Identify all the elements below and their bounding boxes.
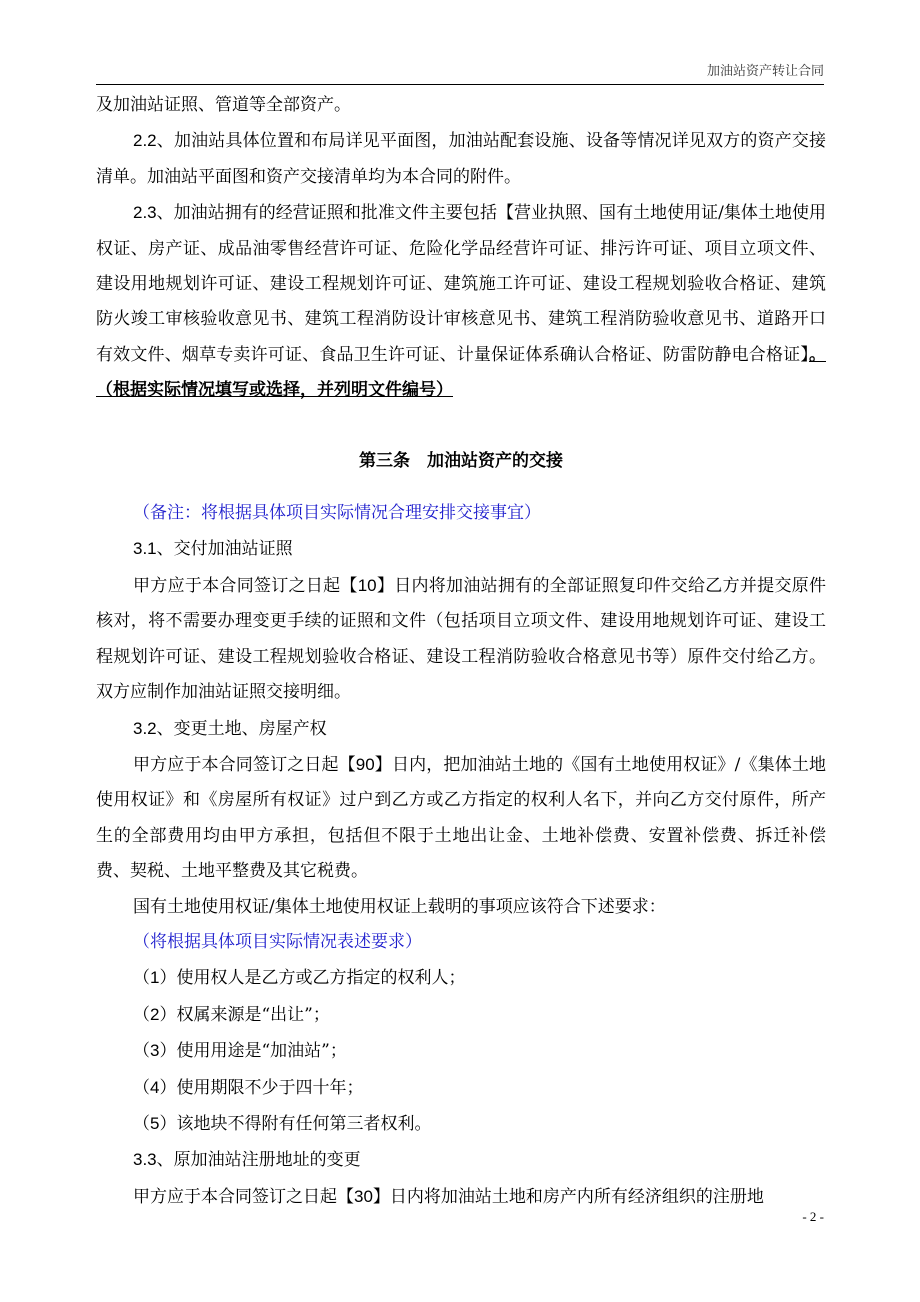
clause-2-2 (96, 123, 826, 195)
item-number: 2 (150, 1004, 160, 1024)
body-text: 】日内将加油站土地和房产内所有经济组织的注册地 (372, 1186, 764, 1207)
days-value: 90 (355, 754, 375, 774)
item-text: 权属来源是“出让”； (176, 1004, 330, 1025)
clause-number: 2.2 (133, 131, 157, 151)
clause-3-1-body (96, 568, 826, 711)
header-title: 加油站资产转让合同 (706, 64, 824, 79)
item-text: 该地块不得附有任何第三者权利。 (176, 1113, 432, 1134)
requirements-intro: 国有土地使用权证/集体土地使用权证上载明的事项应该符合下述要求： (133, 896, 666, 917)
page-number: - 2 - (802, 1209, 824, 1224)
item-number: 4 (150, 1077, 160, 1097)
list-item: （4）使用期限不少于四十年； (133, 1077, 364, 1098)
item-text: 使用期限不少于四十年； (176, 1077, 364, 1098)
clause-3-2-body (96, 747, 826, 890)
document-body (96, 88, 826, 1215)
item-text: 使用用途是“加油站”； (176, 1041, 347, 1062)
item-number: 5 (150, 1113, 160, 1133)
days-value: 30 (354, 1186, 373, 1206)
clause-text: 、原加油站注册地址的变更 (156, 1150, 361, 1171)
body-text: 】日内，把加油站土地的《国有土地使用权证》/《集体土地使用权证》和《房屋所有权证》过户到乙方或乙方指定的权利人名下，并向乙方交付原件，所产生的全部费用均由甲方承担，包括但不限于土地出让金、土地补偿费、安置补偿费、拆迁补偿费、契税、土地平整费及其它税费。 (96, 754, 827, 882)
list-item: （3）使用用途是“加油站”； (133, 1041, 347, 1062)
item-number: 3 (150, 1041, 160, 1061)
remark-note: （将根据具体项目实际情况表述要求） (133, 931, 422, 952)
clause-number: 3.1 (133, 539, 157, 559)
clause-text: 、变更土地、房屋产权 (156, 718, 327, 739)
clause-number: 3.2 (133, 718, 157, 738)
clause-3-3-title (96, 1142, 826, 1178)
clause-note: 。（根据实际情况填写或选择，并列明文件编号） (96, 344, 826, 401)
page-header (96, 62, 824, 85)
clause-3-2-title (96, 711, 826, 747)
body-text: 甲方应于本合同签订之日起【 (133, 754, 356, 775)
clause-number: 2.3 (133, 203, 157, 223)
days-value: 10 (357, 575, 377, 595)
clause-text: 、交付加油站证照 (156, 539, 293, 560)
item-number: 1 (150, 968, 160, 988)
clause-3-1-title (96, 531, 826, 567)
clause-text: 、加油站拥有的经营证照和批准文件主要包括【营业执照、国有土地使用证/集体土地使用权证、房产证、成品油零售经营许可证、危险化学品经营许可证、排污许可证、项目立项文件、建设用地规划许可证、建设工程规划许可证、建筑施工许可证、建设工程规划验收合格证、建筑防火竣工审核验收意见书、建筑工程消防设计审核意见书、建筑工程消防验收意见书、道路开口有效文件、烟草专卖许可证、食品卫生许可证、计量保证体系确认合格证、防雷防静电合格证】 (96, 203, 826, 365)
paragraph-continuation: 及加油站证照、管道等全部资产。 (96, 95, 351, 115)
remark-note: （备注：将根据具体项目实际情况合理安排交接事宜） (133, 503, 541, 524)
clause-number: 3.3 (133, 1150, 157, 1170)
clause-text: 、加油站具体位置和布局详见平面图，加油站配套设施、设备等情况详见双方的资产交接清单。加油站平面图和资产交接清单均为本合同的附件。 (96, 131, 826, 187)
body-text: 】日内将加油站拥有的全部证照复印件交给乙方并提交原件核对，将不需要办理变更手续的证照和文件（包括项目立项文件、建设用地规划许可证、建设工程规划许可证、建设工程规划验收合格证、建设工程消防验收合格意见书等）原件交付给乙方。双方应制作加油站证照交接明细。 (96, 575, 827, 703)
list-item: （2）权属来源是“出让”； (133, 1004, 330, 1025)
clause-3-3-body (96, 1179, 826, 1215)
item-text: 使用权人是乙方或乙方指定的权利人； (176, 968, 466, 989)
body-text: 甲方应于本合同签订之日起【 (133, 1186, 354, 1207)
list-item: （1）使用权人是乙方或乙方指定的权利人； (133, 968, 466, 989)
body-text: 甲方应于本合同签订之日起【 (133, 575, 358, 596)
clause-2-3 (96, 195, 826, 408)
section-heading: 第三条 加油站资产的交接 (359, 450, 563, 471)
list-item: （5）该地块不得附有任何第三者权利。 (133, 1113, 432, 1134)
